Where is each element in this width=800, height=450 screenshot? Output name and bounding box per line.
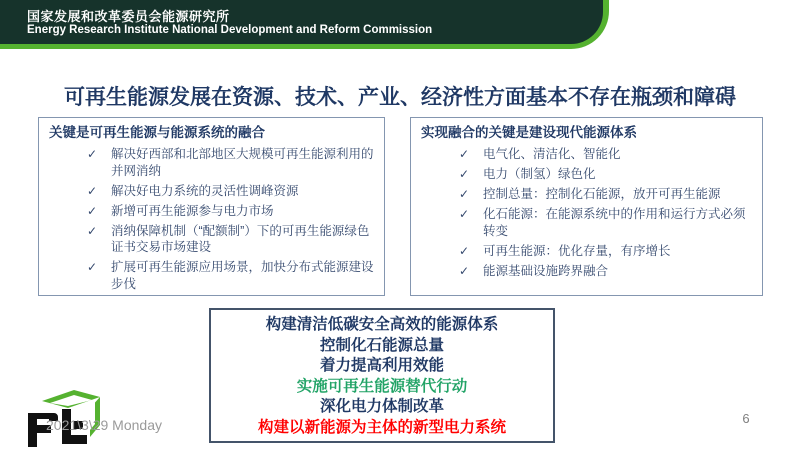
summary-line: 构建清洁低碳安全高效的能源体系 — [265, 316, 499, 333]
right-panel-heading: 实现融合的关键是建设现代能源体系 — [421, 125, 637, 140]
institute-banner — [0, 0, 609, 49]
list-item — [87, 146, 374, 179]
summary-line: 构建以新能源为主体的新型电力系统 — [257, 418, 506, 436]
right-panel — [410, 117, 763, 296]
check-icon: ✓ — [87, 203, 98, 218]
check-icon: ✓ — [87, 183, 98, 198]
check-icon: ✓ — [87, 260, 98, 274]
bullet-text: 新增可再生能源参与电力市场 — [111, 203, 274, 218]
check-icon: ✓ — [87, 147, 98, 161]
list-item — [87, 203, 374, 220]
bullet-text: 电力（制氢）绿色化 — [483, 167, 596, 181]
check-icon: ✓ — [459, 263, 470, 278]
list-item — [459, 243, 752, 260]
list-item — [459, 146, 752, 163]
bullet-text: 化石能源：在能源系统中的作用和运行方式必须转变 — [483, 207, 746, 238]
bullet-text: 扩展可再生能源应用场景，加快分布式能源建设步伐 — [111, 260, 374, 291]
list-item — [87, 223, 374, 256]
left-panel-heading: 关键是可再生能源与能源系统的融合 — [49, 125, 265, 140]
bullet-text: 解决好西部和北部地区大规模可再生能源利用的并网消纳 — [111, 147, 374, 178]
check-icon: ✓ — [459, 243, 470, 258]
slide-title: 可再生能源发展在资源、技术、产业、经济性方面基本不存在瓶颈和障碍 — [64, 86, 736, 109]
list-item — [459, 263, 752, 280]
bullet-text: 能源基础设施跨界融合 — [483, 263, 609, 278]
list-item — [459, 186, 752, 203]
list-item — [459, 206, 752, 239]
summary-line: 控制化石能源总量 — [319, 336, 444, 354]
check-icon: ✓ — [459, 187, 470, 201]
list-item — [459, 166, 752, 183]
summary-line: 实施可再生能源替代行动 — [296, 377, 468, 395]
list-item — [87, 259, 374, 292]
institute-name-english: Energy Research Institute National Development and Reform Commission — [27, 24, 433, 36]
footer-date: 2021\3\29 Monday — [46, 417, 162, 433]
bullet-text: 电气化、清洁化、智能化 — [483, 147, 621, 161]
summary-line: 着力提高利用效能 — [319, 357, 444, 374]
left-panel-bullet-list — [49, 146, 374, 292]
left-panel — [38, 117, 385, 296]
bullet-text: 解决好电力系统的灵活性调峰资源 — [111, 183, 299, 198]
right-panel-bullet-list — [421, 146, 752, 279]
institute-name-chinese: 国家发展和改革委员会能源研究所 — [27, 9, 230, 24]
bullet-text: 控制总量：控制化石能源，放开可再生能源 — [483, 187, 721, 201]
check-icon: ✓ — [459, 147, 470, 161]
summary-line: 深化电力体制改革 — [319, 398, 444, 415]
check-icon: ✓ — [459, 207, 470, 221]
check-icon: ✓ — [87, 223, 98, 238]
bullet-text: 消纳保障机制（“配额制”）下的可再生能源绿色证书交易市场建设 — [111, 223, 370, 254]
page-number: 6 — [742, 411, 750, 426]
list-item — [87, 183, 374, 200]
bullet-text: 可再生能源：优化存量，有序增长 — [483, 243, 671, 258]
check-icon: ✓ — [459, 167, 470, 181]
summary-box — [209, 308, 555, 443]
